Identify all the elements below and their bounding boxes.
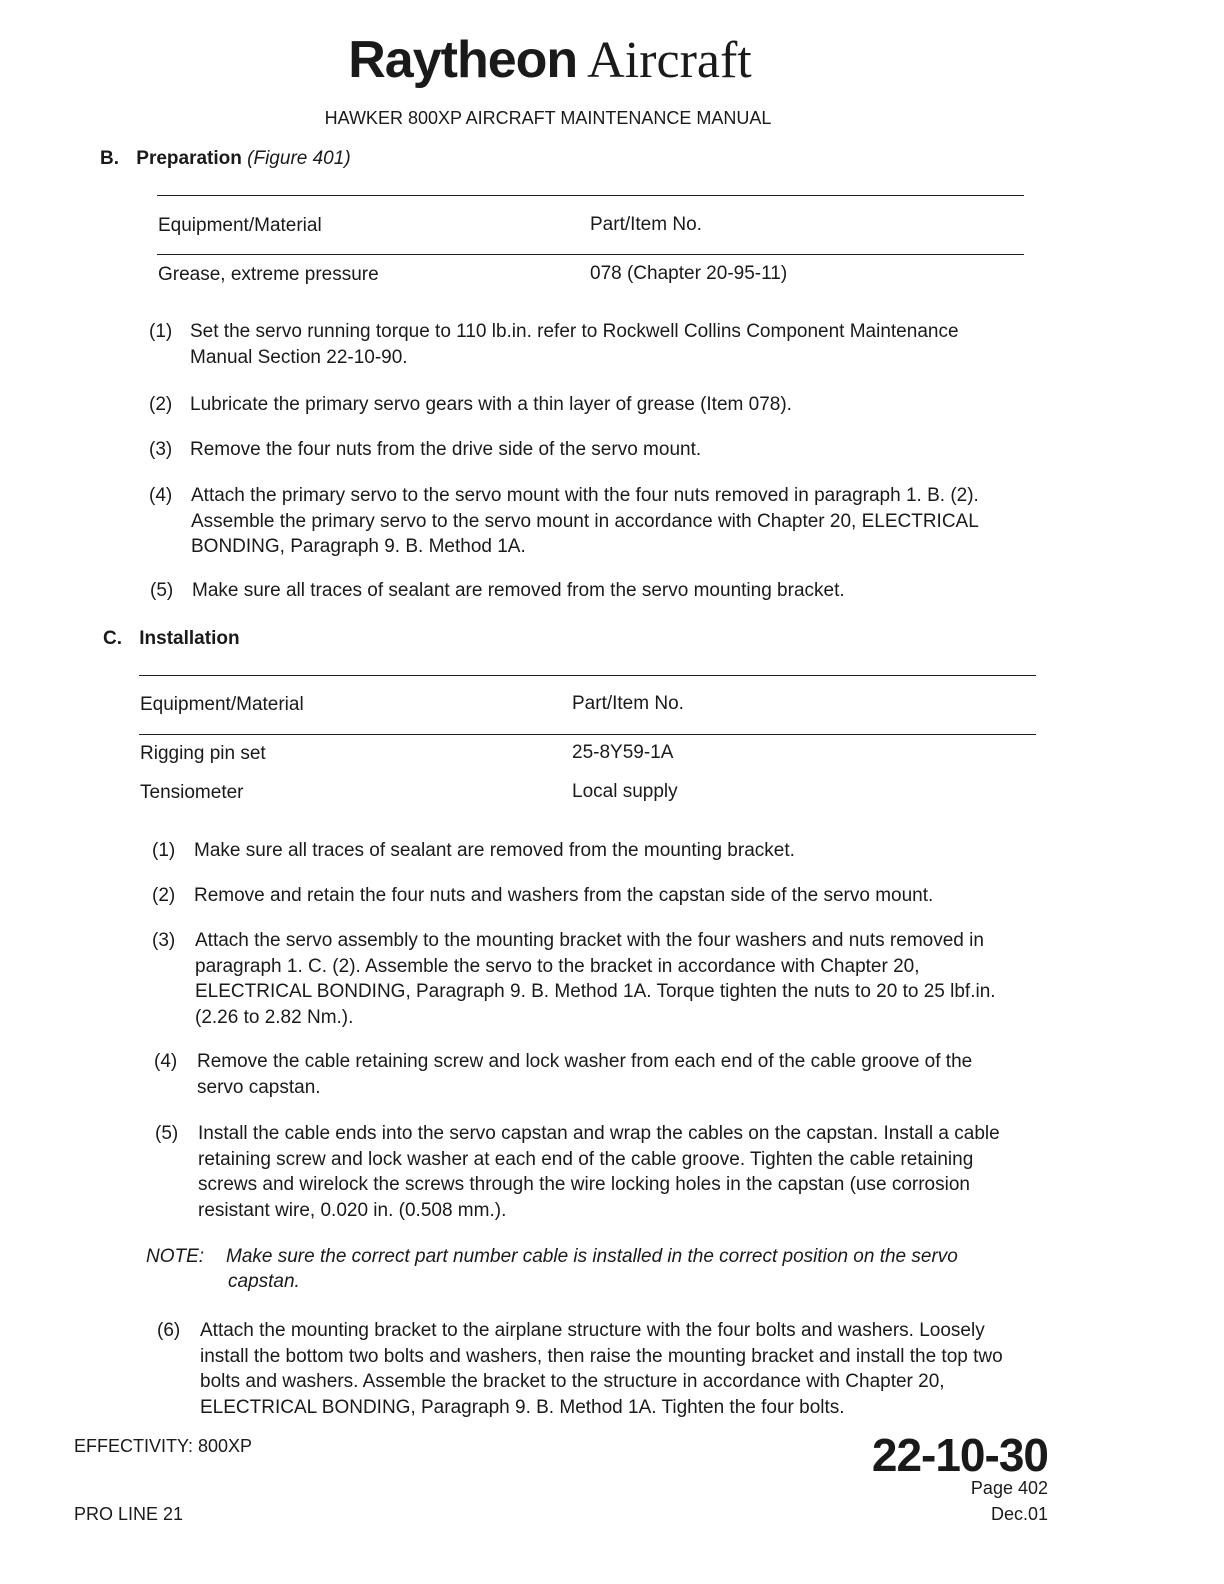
step-item: [152, 883, 1032, 909]
section-c-letter: C.: [103, 628, 122, 649]
table-cell: Tensiometer: [140, 782, 244, 803]
section-b-title: Preparation: [136, 148, 242, 169]
section-b-letter: B.: [100, 148, 119, 169]
revision-date: Dec.01: [990, 1504, 1048, 1524]
step-item: [154, 1049, 1034, 1101]
section-c-title: Installation: [139, 628, 240, 649]
table-rule: [139, 675, 1036, 676]
step-text-line: screws and wirelock the screws through the wire locking holes in the capstan (use corrosion: [198, 1174, 970, 1195]
step-number: (1): [152, 840, 176, 861]
step-number: (4): [149, 485, 173, 506]
table-rule: [157, 195, 1024, 196]
step-text-line: Attach the primary servo to the servo mount with the four nuts removed in paragraph 1. B. (2).: [191, 485, 979, 506]
product-label: PRO LINE 21: [74, 1504, 184, 1524]
step-item: [149, 437, 1029, 463]
step-item: [149, 483, 1039, 561]
table-cell: Grease, extreme pressure: [158, 264, 379, 285]
step-text-line: Attach the mounting bracket to the airplane structure with the four bolts and washers. Loosely: [200, 1320, 985, 1341]
step-text-line: ELECTRICAL BONDING, Paragraph 9. B. Method 1A. Torque tighten the nuts to 20 to 25 lbf.in.: [195, 981, 996, 1002]
brand-name-bold: Raytheon: [348, 31, 578, 89]
table-header-equipment: Equipment/Material: [140, 694, 304, 715]
step-number: (2): [149, 394, 173, 415]
table-cell: 078 (Chapter 20-95-11): [590, 263, 788, 284]
step-text-line: Remove the cable retaining screw and lock washer from each end of the cable groove of the: [197, 1051, 973, 1072]
note-text-line: Make sure the correct part number cable is installed in the correct position on the servo: [226, 1246, 958, 1267]
figure-reference: (Figure 401): [247, 148, 351, 169]
step-number: (4): [154, 1051, 178, 1072]
table-rule: [157, 254, 1024, 255]
step-text-line: Assemble the primary servo to the servo mount in accordance with Chapter 20, ELECTRICAL: [191, 510, 979, 532]
brand-logo: [0, 30, 1100, 90]
step-text-line: Remove and retain the four nuts and washers from the capstan side of the servo mount.: [194, 885, 934, 906]
step-number: (1): [149, 321, 173, 342]
step-number: (5): [150, 580, 174, 601]
table-header-equipment: Equipment/Material: [158, 215, 322, 236]
step-text-line: Manual Section 22-10-90.: [190, 346, 408, 368]
step-number: (2): [152, 885, 176, 906]
step-text-line: Make sure all traces of sealant are removed from the servo mounting bracket.: [192, 580, 845, 601]
step-text-line: Install the cable ends into the servo capstan and wrap the cables on the capstan. Install a cable: [198, 1123, 1000, 1144]
step-item: [150, 578, 1030, 604]
note-label: NOTE:: [146, 1246, 205, 1267]
table-cell: Local supply: [572, 781, 678, 802]
step-text-line: paragraph 1. C. (2). Assemble the servo to the bracket in accordance with Chapter 20,: [195, 955, 920, 977]
step-text-line: Set the servo running torque to 110 lb.in. refer to Rockwell Collins Component Maintenance: [190, 321, 959, 342]
step-number: (5): [155, 1123, 179, 1144]
step-text-line: BONDING, Paragraph 9. B. Method 1A.: [191, 536, 526, 557]
section-b-heading: [100, 148, 351, 170]
note-text-line: capstan.: [228, 1271, 300, 1292]
manual-title: HAWKER 800XP AIRCRAFT MAINTENANCE MANUAL: [324, 108, 772, 128]
step-text-line: ELECTRICAL BONDING, Paragraph 9. B. Method 1A. Tighten the four bolts.: [200, 1396, 845, 1418]
table-cell: Rigging pin set: [140, 743, 266, 764]
step-item: [149, 392, 1029, 418]
document-number: 22-10-30: [871, 1429, 1048, 1481]
step-text-line: Attach the servo assembly to the mounting bracket with the four washers and nuts removed in: [195, 930, 984, 951]
table-cell: 25-8Y59-1A: [572, 742, 674, 763]
step-text-line: install the bottom two bolts and washers, then raise the mounting bracket and install the top two: [200, 1345, 1003, 1367]
step-item: [155, 1121, 1055, 1225]
step-number: (6): [157, 1320, 181, 1341]
note-block: [146, 1244, 1026, 1296]
table-header-part: Part/Item No.: [590, 214, 702, 235]
step-number: (3): [152, 930, 176, 951]
brand-name-light: Aircraft: [587, 32, 752, 89]
step-text-line: Remove the four nuts from the drive side of the servo mount.: [190, 439, 702, 460]
step-item: [152, 838, 1032, 864]
step-text-line: (2.26 to 2.82 Nm.).: [195, 1006, 354, 1028]
step-text-line: bolts and washers. Assemble the bracket to the structure in accordance with Chapter 20,: [200, 1371, 945, 1392]
table-header-part: Part/Item No.: [572, 693, 684, 714]
step-number: (3): [149, 439, 173, 460]
step-item: [157, 1318, 1057, 1422]
table-rule: [139, 734, 1036, 735]
step-item: [152, 928, 1052, 1032]
effectivity-label: EFFECTIVITY: 800XP: [74, 1436, 253, 1456]
step-item: [149, 319, 1029, 371]
step-text-line: resistant wire, 0.020 in. (0.508 mm.).: [198, 1199, 507, 1221]
step-text-line: Lubricate the primary servo gears with a thin layer of grease (Item 078).: [190, 394, 792, 415]
step-text-line: Make sure all traces of sealant are removed from the mounting bracket.: [194, 840, 795, 861]
section-c-heading: [103, 628, 240, 650]
page-number: Page 402: [970, 1478, 1048, 1498]
step-text-line: servo capstan.: [197, 1076, 321, 1098]
step-text-line: retaining screw and lock washer at each end of the cable groove. Tighten the cable retaining: [198, 1148, 974, 1170]
